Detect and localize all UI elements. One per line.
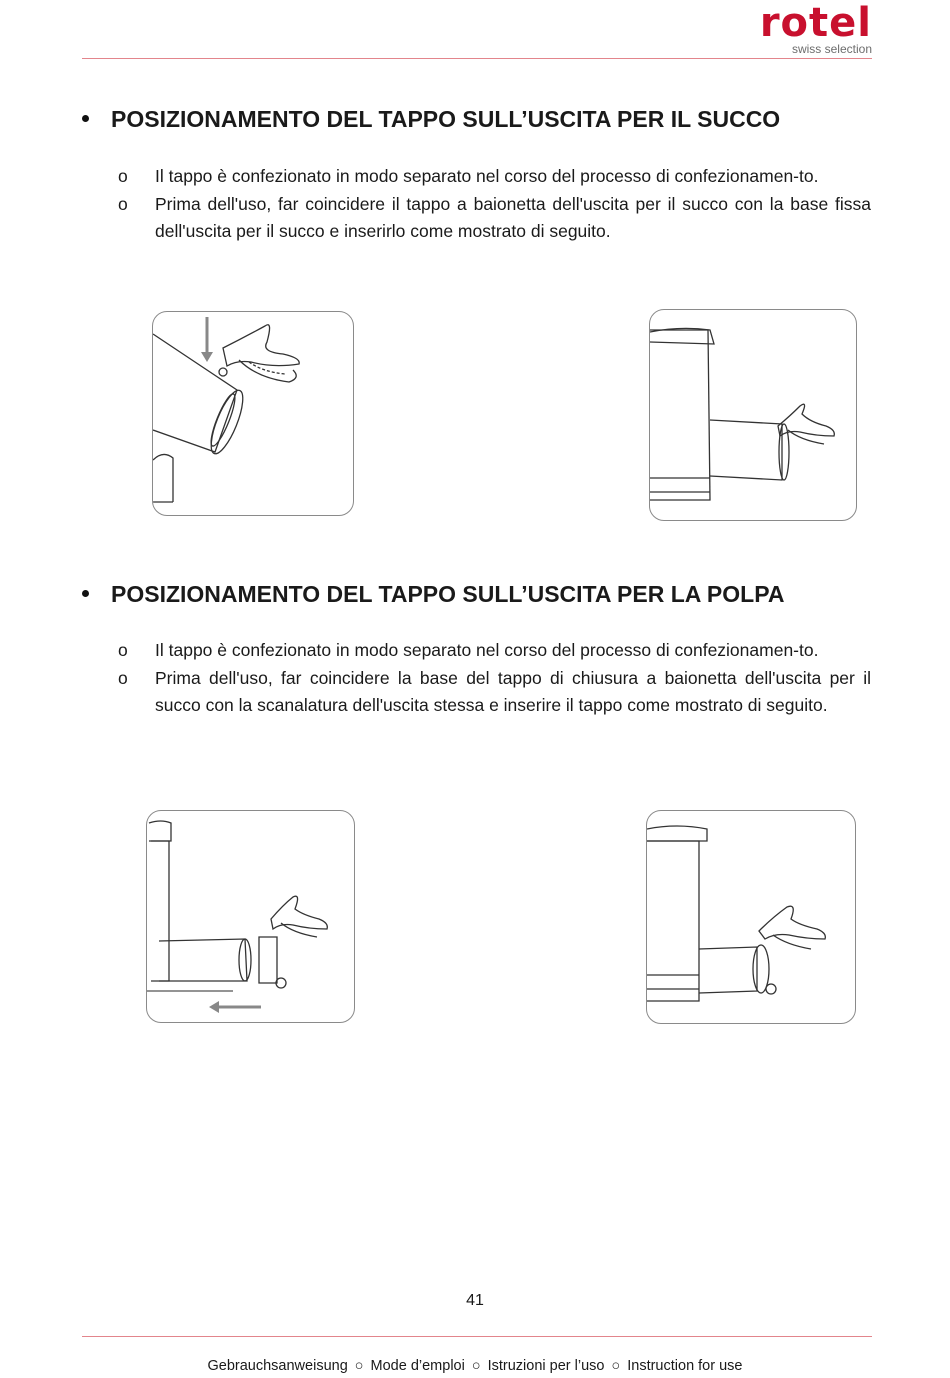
instruction-list [118,637,871,720]
separator-circle-icon: ○ [611,1358,621,1374]
circle-bullet-icon: o [118,166,128,186]
list-item-text: Il tappo è confezionato in modo separato nel corso del processo di confezionamen-to. [155,640,819,660]
illustration-juice-cap-attach [152,311,354,516]
header-rule [82,58,872,59]
section-heading-pulp-outlet [80,581,784,608]
footer-language-it: Istruzioni per l’uso [487,1358,605,1374]
list-item-text: Il tappo è confezionato in modo separato nel corso del processo di confezionamen-to. [155,166,819,186]
page-number: 41 [466,1292,484,1309]
section-title: POSIZIONAMENTO DEL TAPPO SULL’USCITA PER LA POLPA [111,581,785,607]
separator-circle-icon: ○ [471,1358,481,1374]
list-item [118,637,871,665]
footer-language-de: Gebrauchsanweisung [207,1358,348,1374]
circle-bullet-icon: o [118,193,128,214]
footer-languages [0,1358,950,1374]
footer-language-en: Instruction for use [627,1358,743,1374]
list-item [118,191,871,246]
illustration-juice-cap-attached [649,309,857,521]
footer-language-fr: Mode d’emploi [370,1358,465,1374]
list-item [118,163,871,191]
separator-circle-icon: ○ [354,1358,364,1374]
section-title: POSIZIONAMENTO DEL TAPPO SULL’USCITA PER IL SUCCO [111,106,781,132]
circle-bullet-icon: o [118,667,128,688]
rotel-logo [724,0,874,58]
bullet-dot-icon [82,115,89,122]
illustration-pulp-cap-attached [646,810,856,1024]
logo-wordmark: rotel [759,0,872,46]
section-heading-juice-outlet [80,106,780,133]
circle-bullet-icon: o [118,640,128,660]
list-item-text: Prima dell'uso, far coincidere la base del tappo di chiusura a baionetta dell'uscita per il succo con la scanalatura dell'uscita stessa e inserire il tappo come mostrato di seguito. [155,667,871,715]
list-item-text: Prima dell'uso, far coincidere il tappo a baionetta dell'uscita per il succo con la base fissa dell'uscita per il succo e inserirlo come mostrato di seguito. [155,193,871,241]
list-item [118,665,871,720]
bullet-dot-icon [82,590,89,597]
logo-tagline: swiss selection [791,42,872,56]
instruction-list [118,163,871,246]
footer-rule [82,1336,872,1337]
illustration-pulp-cap-attach [146,810,355,1023]
